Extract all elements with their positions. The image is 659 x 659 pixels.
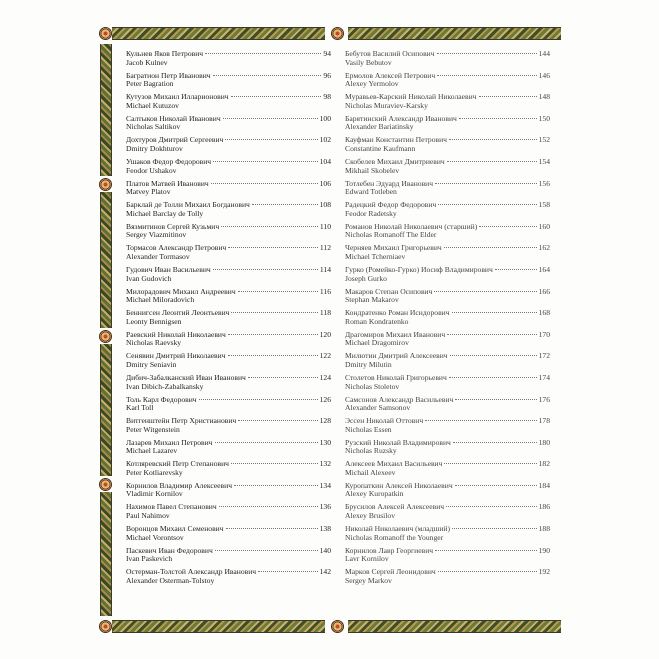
leader-dots <box>447 161 537 162</box>
toc-entry[interactable] <box>345 72 550 94</box>
leader-dots <box>226 528 318 529</box>
rosette-bottom-center <box>331 620 344 633</box>
leader-dots <box>453 442 537 443</box>
toc-entry-page: 122 <box>319 351 331 361</box>
leader-dots <box>213 269 318 270</box>
toc-entry-page: 148 <box>538 92 550 102</box>
rosette-left-2 <box>99 330 112 343</box>
leader-dots <box>447 334 536 335</box>
toc-entry-page: 162 <box>538 243 550 253</box>
leader-dots <box>228 355 318 356</box>
toc-entry[interactable] <box>126 223 331 245</box>
toc-entry-ru: Гурко (Ромейко-Гурко) Иосиф Владимирович <box>345 264 493 274</box>
toc-entry-en: Jacob Kulnev <box>126 57 168 67</box>
toc-entry-page: 94 <box>323 49 331 58</box>
toc-entry-en: Peter Witgenstein <box>126 424 180 434</box>
toc-entry-ru: Дибич-Забалканский Иван Иванович <box>126 372 246 382</box>
leader-dots <box>450 355 537 356</box>
toc-entry-page: 128 <box>319 416 331 426</box>
toc-entry[interactable] <box>345 158 550 180</box>
toc-entry-ru: Ушаков Федор Федорович <box>126 156 212 166</box>
toc-entry-ru: Кутузов Михаил Илларионович <box>126 92 229 102</box>
toc-entry-ru: Марков Сергей Леонидович <box>345 567 436 577</box>
toc-entry-en: Alexander Samsonov <box>345 403 411 413</box>
toc-entry-page: 138 <box>319 524 331 534</box>
toc-entry-ru: Барклай де Толли Михаил Богданович <box>126 200 250 210</box>
toc-entry-page: 136 <box>319 502 331 512</box>
contents-left-column <box>126 50 331 590</box>
toc-entry[interactable] <box>345 460 550 482</box>
toc-entry-ru: Багратион Петр Иванович <box>126 70 211 80</box>
toc-entry[interactable] <box>126 180 331 202</box>
toc-entry-ru: Макаров Степан Осипович <box>345 286 433 296</box>
toc-entry-page: 176 <box>538 394 550 404</box>
toc-entry-page: 156 <box>538 178 550 188</box>
toc-entry-en: Edward Totleben <box>345 187 397 197</box>
toc-entry-ru: Муравьев-Карский Николай Николаевич <box>345 92 477 102</box>
toc-entry[interactable] <box>126 136 331 158</box>
toc-entry-page: 106 <box>319 178 331 188</box>
toc-entry-page: 140 <box>319 545 331 555</box>
toc-entry-page: 108 <box>319 200 331 210</box>
toc-entry-ru: Кульнев Яков Петрович <box>126 49 204 58</box>
toc-entry-page: 98 <box>323 92 331 102</box>
toc-entry-en: Michael Barclay de Tolly <box>126 208 204 218</box>
toc-entry-page: 188 <box>538 524 550 534</box>
leader-dots <box>449 139 537 140</box>
toc-entry[interactable] <box>345 266 550 288</box>
toc-entry-ru: Николай Николаевич (младший) <box>345 524 450 534</box>
toc-entry-page: 186 <box>538 502 550 512</box>
leader-dots <box>215 550 318 551</box>
leader-dots <box>438 204 536 205</box>
leader-dots <box>238 291 318 292</box>
bottom-ornament-left <box>112 620 325 633</box>
toc-entry-page: 192 <box>538 567 550 577</box>
toc-entry-en: Roman Kondratenko <box>345 316 409 326</box>
toc-entry-en: Alexey Yermolov <box>345 79 399 89</box>
toc-entry-en: Nicholas Ruzsky <box>345 446 397 456</box>
toc-entry[interactable] <box>345 547 550 569</box>
leader-dots <box>231 312 317 313</box>
toc-entry[interactable] <box>126 460 331 482</box>
toc-entry-page: 104 <box>319 156 331 166</box>
leader-dots <box>238 420 317 421</box>
leader-dots <box>459 118 537 119</box>
toc-entry-en: Dmitry Seniavin <box>126 359 177 369</box>
toc-entry-en: Vladimir Kornilov <box>126 489 183 499</box>
toc-entry-en: Matvey Platov <box>126 187 171 197</box>
toc-entry[interactable] <box>345 374 550 396</box>
leader-dots <box>213 75 322 76</box>
toc-entry-en: Michail Alexeev <box>345 467 396 477</box>
toc-entry[interactable] <box>126 396 331 418</box>
toc-entry[interactable] <box>126 331 331 353</box>
toc-entry-ru: Остерман-Толстой Александр Иванович <box>126 567 257 577</box>
toc-entry[interactable] <box>126 309 331 331</box>
toc-entry[interactable] <box>345 223 550 245</box>
toc-entry-page: 134 <box>319 480 331 490</box>
toc-entry-ru: Алексеев Михаил Васильевич <box>345 459 443 469</box>
toc-entry-page: 118 <box>319 308 331 318</box>
toc-entry-en: Ivan Dibich-Zabalkansky <box>126 381 204 391</box>
left-ornament-top <box>100 44 112 176</box>
leader-dots <box>452 312 537 313</box>
toc-entry-en: Paul Nahimov <box>126 511 170 521</box>
contents-right-column <box>345 50 550 590</box>
leader-dots <box>221 226 318 227</box>
toc-entry-page: 96 <box>323 70 331 80</box>
leader-dots <box>434 291 536 292</box>
toc-entry-en: Nicholas Raevsky <box>126 338 182 348</box>
toc-entry-en: Nicholas Romanoff the Younger <box>345 532 444 542</box>
toc-entry-en: Feodor Radetsky <box>345 208 397 218</box>
leader-dots <box>452 528 537 529</box>
toc-entry-page: 184 <box>538 480 550 490</box>
leader-dots <box>438 571 537 572</box>
toc-entry[interactable] <box>345 50 550 72</box>
left-ornament-bottom <box>100 492 112 616</box>
toc-entry[interactable] <box>126 288 331 310</box>
rosette-top-center <box>331 27 344 40</box>
toc-entry-page: 154 <box>538 156 550 166</box>
leader-dots <box>444 463 536 464</box>
toc-entry-en: Mikhail Skobelev <box>345 165 400 175</box>
toc-entry-page: 166 <box>538 286 550 296</box>
leader-dots <box>223 118 318 119</box>
toc-entry-ru: Гудович Иван Васильевич <box>126 264 211 274</box>
toc-entry[interactable] <box>345 288 550 310</box>
toc-entry-en: Peter Bagration <box>126 79 174 89</box>
toc-entry[interactable] <box>126 417 331 439</box>
toc-entry[interactable] <box>345 115 550 137</box>
toc-entry[interactable] <box>345 439 550 461</box>
toc-entry[interactable] <box>126 374 331 396</box>
toc-entry-page: 130 <box>319 437 331 447</box>
leader-dots <box>437 53 537 54</box>
toc-entry-ru: Милорадович Михаил Андреевич <box>126 286 236 296</box>
leader-dots <box>219 506 318 507</box>
toc-entry[interactable] <box>345 503 550 525</box>
toc-entry-ru: Куропаткин Алексей Николаевич <box>345 480 453 490</box>
toc-entry-en: Nicholas Stoletov <box>345 381 400 391</box>
toc-entry-page: 150 <box>538 113 550 123</box>
leader-dots <box>211 183 318 184</box>
toc-entry-en: Dmitry Milutin <box>345 359 392 369</box>
toc-entry[interactable] <box>126 72 331 94</box>
toc-entry-page: 190 <box>538 545 550 555</box>
toc-entry[interactable] <box>345 417 550 439</box>
toc-entry-page: 182 <box>538 459 550 469</box>
toc-entry[interactable] <box>126 201 331 223</box>
toc-entry-ru: Самсонов Александр Васильевич <box>345 394 454 404</box>
leader-dots <box>205 53 321 54</box>
leader-dots <box>455 399 536 400</box>
toc-entry-page: 158 <box>538 200 550 210</box>
toc-entry-ru: Черняев Михаил Григорьевич <box>345 243 442 253</box>
toc-entry-page: 102 <box>319 135 331 145</box>
toc-entry-en: Lavr Kornilov <box>345 554 389 564</box>
toc-entry-ru: Платов Матвей Иванович <box>126 178 209 188</box>
toc-entry-page: 168 <box>538 308 550 318</box>
leader-dots <box>234 485 318 486</box>
toc-entry-page: 164 <box>538 264 550 274</box>
toc-entry-ru: Дохтуров Дмитрий Сергеевич <box>126 135 224 145</box>
leader-dots <box>479 96 537 97</box>
toc-entry-en: Leonty Bennigsen <box>126 316 182 326</box>
toc-entry-en: Ivan Gudovich <box>126 273 172 283</box>
toc-entry-ru: Эссен Николай Оттович <box>345 416 424 426</box>
leader-dots <box>446 506 536 507</box>
toc-entry-en: Joseph Gurko <box>345 273 387 283</box>
toc-entry-page: 144 <box>538 49 550 58</box>
toc-entry[interactable] <box>345 136 550 158</box>
toc-entry-ru: Милютин Дмитрий Алексеевич <box>345 351 448 361</box>
leader-dots <box>455 485 537 486</box>
toc-entry-en: Alexander Osterman-Tolstoy <box>126 575 215 585</box>
leader-dots <box>228 334 318 335</box>
toc-entry-ru: Кауфман Константин Петрович <box>345 135 447 145</box>
corner-rosette-top-left <box>99 27 112 40</box>
top-ornament-right <box>348 27 561 40</box>
toc-entry[interactable] <box>345 396 550 418</box>
leader-dots <box>444 247 537 248</box>
leader-dots <box>252 204 318 205</box>
toc-entry-en: Ivan Paskevich <box>126 554 173 564</box>
toc-entry-ru: Беннигсен Леонтий Леонтьевич <box>126 308 230 318</box>
leader-dots <box>248 377 318 378</box>
toc-entry-ru: Толь Карл Федорович <box>126 394 197 404</box>
leader-dots <box>231 463 318 464</box>
toc-entry[interactable] <box>345 525 550 547</box>
toc-entry-en: Karl Toll <box>126 403 154 413</box>
toc-entry-en: Nicholas Romanoff The Elder <box>345 230 437 240</box>
toc-entry-ru: Корнилов Владимир Алексеевич <box>126 480 233 490</box>
toc-entry-en: Vasily Bebutov <box>345 57 392 67</box>
toc-entry-en: Alexey Kuropatkin <box>345 489 404 499</box>
toc-entry-page: 160 <box>538 221 550 231</box>
toc-entry-ru: Лазарев Михаил Петрович <box>126 437 213 447</box>
toc-entry-en: Michael Dragomirov <box>345 338 409 348</box>
toc-entry[interactable] <box>345 482 550 504</box>
leader-dots <box>225 139 317 140</box>
toc-entry[interactable] <box>345 331 550 353</box>
toc-entry[interactable] <box>126 352 331 374</box>
toc-entry-en: Alexander Tormasov <box>126 251 190 261</box>
toc-entry-ru: Корнилов Лавр Георгиевич <box>345 545 434 555</box>
toc-entry-ru: Барятинский Александр Иванович <box>345 113 457 123</box>
toc-entry[interactable] <box>345 180 550 202</box>
toc-entry-en: Michael Kutuzov <box>126 100 179 110</box>
bottom-ornament-right <box>348 620 561 633</box>
toc-entry-en: Constantine Kaufmann <box>345 143 416 153</box>
toc-entry[interactable] <box>126 266 331 288</box>
toc-entry[interactable] <box>345 244 550 266</box>
toc-entry-page: 126 <box>319 394 331 404</box>
leader-dots <box>199 399 318 400</box>
toc-entry-ru: Скобелев Михаил Дмитриевич <box>345 156 445 166</box>
toc-entry-page: 152 <box>538 135 550 145</box>
rosette-left-1 <box>99 178 112 191</box>
toc-entry[interactable] <box>126 547 331 569</box>
toc-entry-page: 174 <box>538 372 550 382</box>
toc-entry-ru: Романов Николай Николаевич (старший) <box>345 221 478 231</box>
toc-entry-en: Sergey Viazmitinov <box>126 230 187 240</box>
toc-entry-page: 142 <box>319 567 331 577</box>
toc-entry-ru: Ермолов Алексей Петрович <box>345 70 436 80</box>
toc-entry[interactable] <box>345 309 550 331</box>
toc-entry-ru: Тормасов Александр Петрович <box>126 243 227 253</box>
toc-entry[interactable] <box>126 503 331 525</box>
leader-dots <box>479 226 536 227</box>
toc-entry-en: Alexander Bariatinsky <box>345 122 414 132</box>
toc-entry-en: Michael Vorontsov <box>126 532 184 542</box>
toc-entry-ru: Салтыков Николай Иванович <box>126 113 221 123</box>
toc-entry-page: 112 <box>319 243 331 253</box>
leader-dots <box>213 161 317 162</box>
toc-entry-page: 120 <box>319 329 331 339</box>
leader-dots <box>449 377 537 378</box>
top-ornament-left <box>112 27 325 40</box>
toc-entry-ru: Нахимов Павел Степанович <box>126 502 217 512</box>
toc-entry[interactable] <box>345 352 550 374</box>
toc-entry-ru: Столетов Николай Григорьевич <box>345 372 447 382</box>
toc-entry-page: 124 <box>319 372 331 382</box>
toc-entry-en: Michael Miloradovich <box>126 295 195 305</box>
toc-entry[interactable] <box>345 201 550 223</box>
toc-entry-ru: Паскевич Иван Федорович <box>126 545 213 555</box>
rosette-left-3 <box>99 478 112 491</box>
toc-entry[interactable] <box>126 50 331 72</box>
toc-entry-page: 172 <box>538 351 550 361</box>
toc-entry[interactable] <box>126 482 331 504</box>
toc-entry-page: 146 <box>538 70 550 80</box>
toc-entry-ru: Вязмитинов Сергей Кузьмич <box>126 221 220 231</box>
toc-entry-page: 132 <box>319 459 331 469</box>
toc-entry-en: Stephan Makarov <box>345 295 399 305</box>
left-ornament-middle <box>100 192 112 328</box>
toc-entry-page: 170 <box>538 329 550 339</box>
toc-entry-ru: Котляревский Петр Степанович <box>126 459 229 469</box>
toc-entry-en: Nicholas Muraviev-Karsky <box>345 100 428 110</box>
toc-entry-page: 110 <box>319 221 331 231</box>
toc-entry-page: 116 <box>319 286 331 296</box>
toc-entry-ru: Брусилов Алексей Алексеевич <box>345 502 445 512</box>
toc-entry[interactable] <box>126 115 331 137</box>
toc-entry[interactable] <box>126 525 331 547</box>
toc-entry-en: Michael Lazarev <box>126 446 178 456</box>
leader-dots <box>435 183 537 184</box>
toc-entry-ru: Воронцов Михаил Семенович <box>126 524 224 534</box>
leader-dots <box>215 442 318 443</box>
toc-entry-en: Peter Kotliarevsky <box>126 467 183 477</box>
toc-entry-en: Michael Tcherniaev <box>345 251 406 261</box>
toc-entry-en: Alexey Brusilov <box>345 511 395 521</box>
leader-dots <box>425 420 536 421</box>
leader-dots <box>258 571 317 572</box>
toc-entry-en: Feodor Ushakov <box>126 165 177 175</box>
toc-entry[interactable] <box>126 244 331 266</box>
toc-entry-en: Sergey Markov <box>345 575 392 585</box>
toc-entry-ru: Радецкий Федор Федорович <box>345 200 437 210</box>
toc-entry-ru: Сенявин Дмитрий Николаевич <box>126 351 226 361</box>
leader-dots <box>437 75 536 76</box>
toc-entry[interactable] <box>345 568 550 590</box>
toc-entry[interactable] <box>345 93 550 115</box>
leader-dots <box>495 269 537 270</box>
toc-entry-en: Dmitry Dokhturov <box>126 143 183 153</box>
toc-entry[interactable] <box>126 439 331 461</box>
toc-entry-page: 100 <box>319 113 331 123</box>
toc-entry-ru: Витгенштейн Петр Христианович <box>126 416 237 426</box>
toc-entry-ru: Рузский Николай Владимирович <box>345 437 451 447</box>
leader-dots <box>435 550 537 551</box>
toc-entry[interactable] <box>126 158 331 180</box>
toc-entry-en: Nicholas Saltikov <box>126 122 181 132</box>
left-ornament-lower <box>100 344 112 476</box>
toc-entry-ru: Кондратенко Роман Исидорович <box>345 308 450 318</box>
toc-entry-ru: Бебутов Василий Осипович <box>345 49 435 58</box>
toc-entry-ru: Раевский Николай Николаевич <box>126 329 226 339</box>
toc-entry-page: 114 <box>319 264 331 274</box>
toc-entry-page: 178 <box>538 416 550 426</box>
toc-entry-ru: Драгомиров Михаил Иванович <box>345 329 446 339</box>
toc-entry-page: 180 <box>538 437 550 447</box>
corner-rosette-bottom-left <box>99 620 112 633</box>
toc-entry-ru: Тотлебен Эдуард Иванович <box>345 178 434 188</box>
toc-entry[interactable] <box>126 568 331 590</box>
toc-entry-en: Nicholas Essen <box>345 424 392 434</box>
leader-dots <box>231 96 322 97</box>
toc-entry[interactable] <box>126 93 331 115</box>
leader-dots <box>228 247 318 248</box>
